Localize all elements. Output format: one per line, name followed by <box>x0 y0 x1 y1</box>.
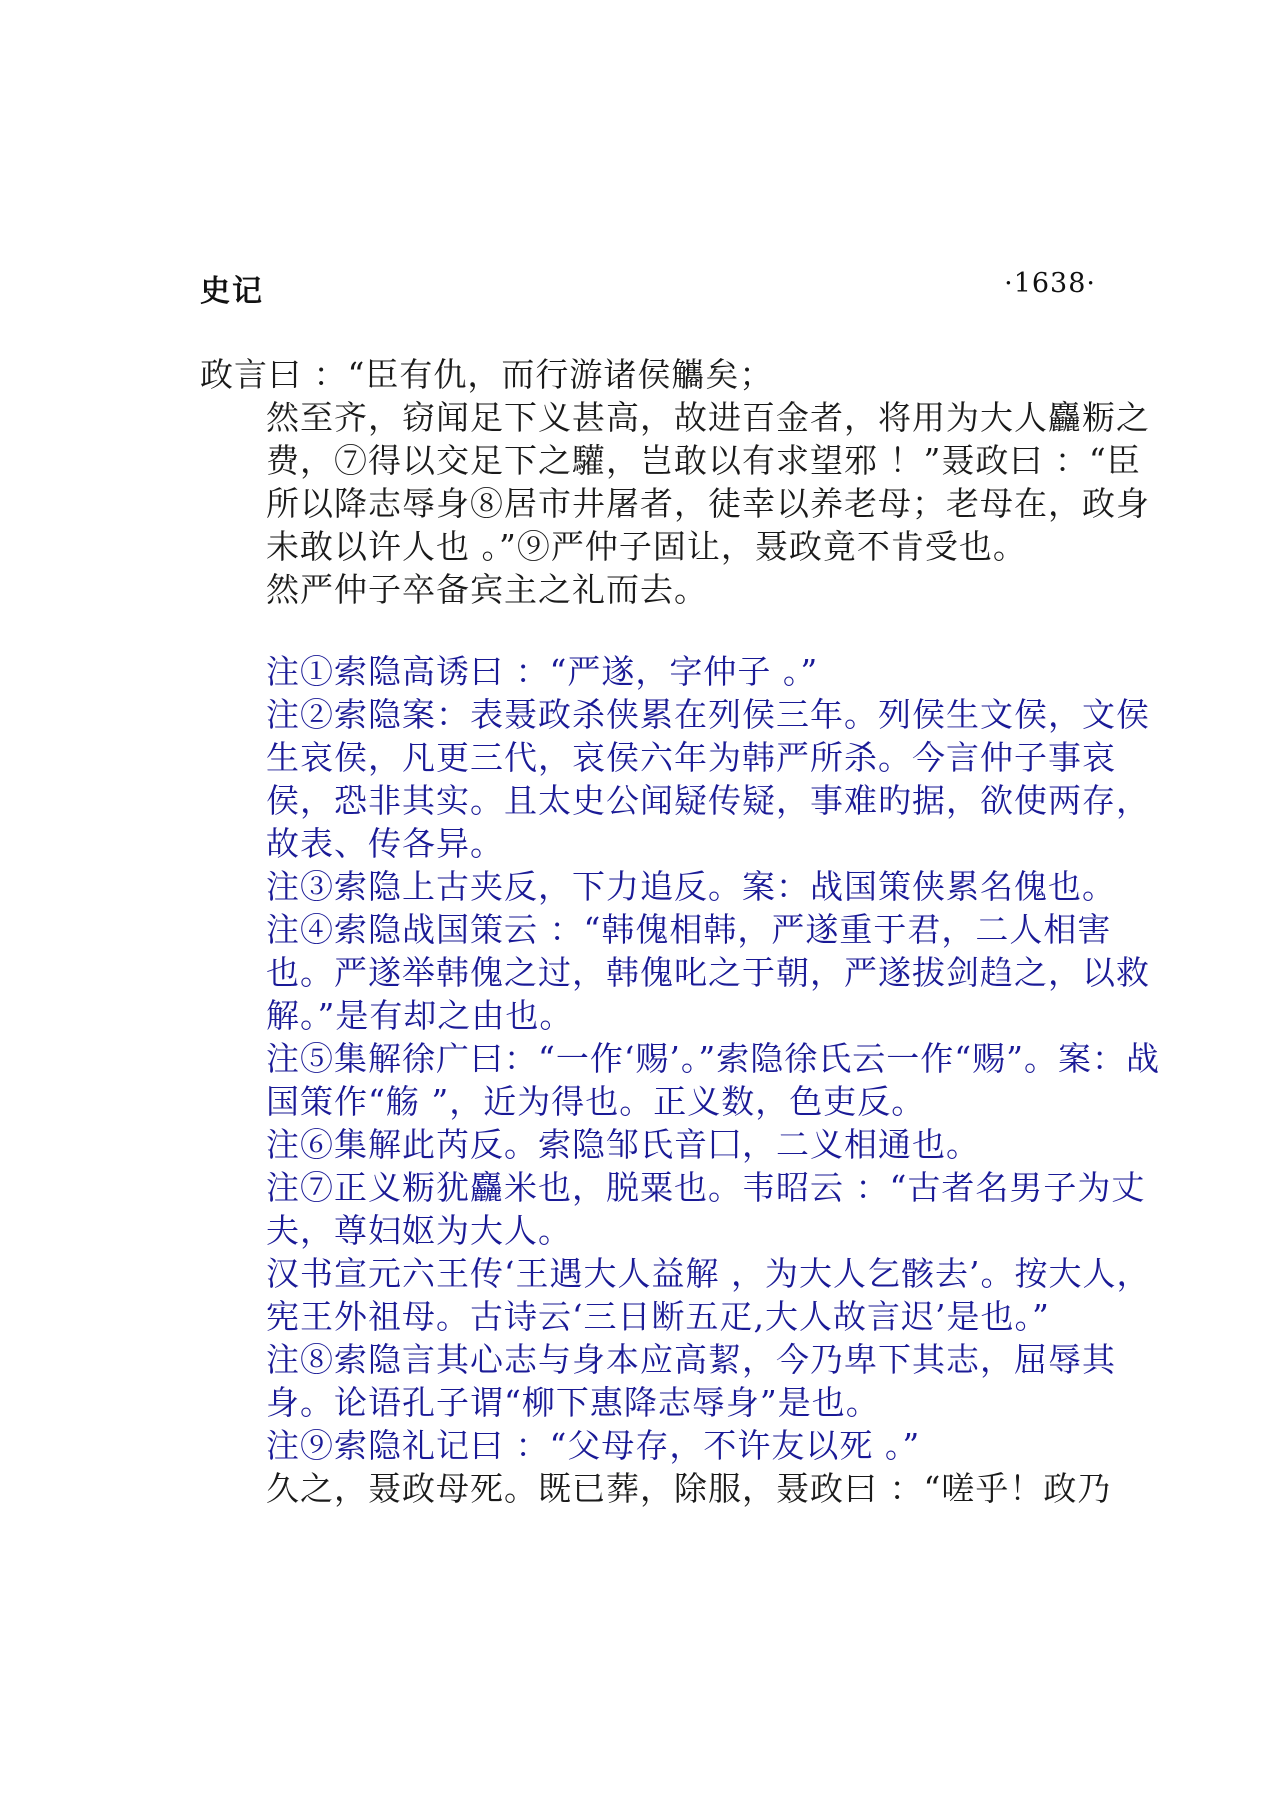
note-paragraph: 注⑧索隐言其心志与身本应高絜，今乃卑下其志，屈辱其身。论语孔子谓“柳下惠降志辱身”是也。 <box>266 1340 1116 1422</box>
note-paragraph: 注①索隐高诱曰 ：“严遂，字仲子 。” <box>266 652 819 691</box>
note-paragraph: 注⑤集解徐广曰：“一作‘赐’。”索隐徐氏云一作“赐”。案：战国策作“觞 ”，近为得也。正义数，色吏反。 <box>266 1039 1160 1121</box>
page-number: ·1638· <box>1004 268 1096 299</box>
paragraph-gap <box>200 611 1140 650</box>
note-paragraph: 汉书宣元六王传‘王遇大人益解 ，为大人乞骸去’。按大人，宪王外祖母。古诗云‘三日断五疋,大人故言迟’是也。” <box>266 1254 1151 1336</box>
page-body <box>200 353 1160 1510</box>
page-header <box>200 266 1096 310</box>
closing-paragraph: 久之，聂政母死。既已葬，除服，聂政曰 ：“嗟乎！政乃 <box>266 1469 1112 1508</box>
note-paragraph: 注⑦正义粝犹麤米也，脱粟也。韦昭云 ：“古者名男子为丈夫，尊妇妪为大人。 <box>266 1168 1146 1250</box>
note-paragraph: 注②索隐案：表聂政杀侠累在列侯三年。列侯生文侯，文侯生哀侯，凡更三代，哀侯六年为韩严所杀。今言仲子事哀侯，恐非其实。且太史公闻疑传疑，事难旳据，欲使两存，故表、传各异。 <box>266 695 1150 863</box>
main-paragraph: 政言曰 ：“臣有仇，而行游诸侯觿矣； <box>200 355 774 394</box>
main-paragraph: 然严仲子卒备宾主之礼而去。 <box>266 570 708 609</box>
main-paragraph: 然至齐，窃闻足下义甚高，故进百金者，将用为大人麤粝之费，⑦得以交足下之驩，岂敢以有求望邪 ！”聂政曰 ：“臣所以降志辱身⑧居市井屠者，徒幸以养老母；老母在，政身未敢以许人也 。”⑨严仲子固让，聂政竟不肯受也。 <box>266 398 1150 566</box>
note-paragraph: 注⑥集解此芮反。索隐邹氏音囗，二义相通也。 <box>266 1125 980 1164</box>
note-paragraph: 注③索隐上古夹反，下力追反。案：战国策侠累名傀也。 <box>266 867 1116 906</box>
note-paragraph: 注⑨索隐礼记曰 ：“父母存，不许友以死 。” <box>266 1426 921 1465</box>
note-paragraph: 注④索隐战国策云 ：“韩傀相韩，严遂重于君，二人相害也。严遂举韩傀之过，韩傀叱之于朝，严遂拔剑趋之，以救解。”是有却之由也。 <box>266 910 1150 1035</box>
book-title: 史记 <box>200 274 264 309</box>
